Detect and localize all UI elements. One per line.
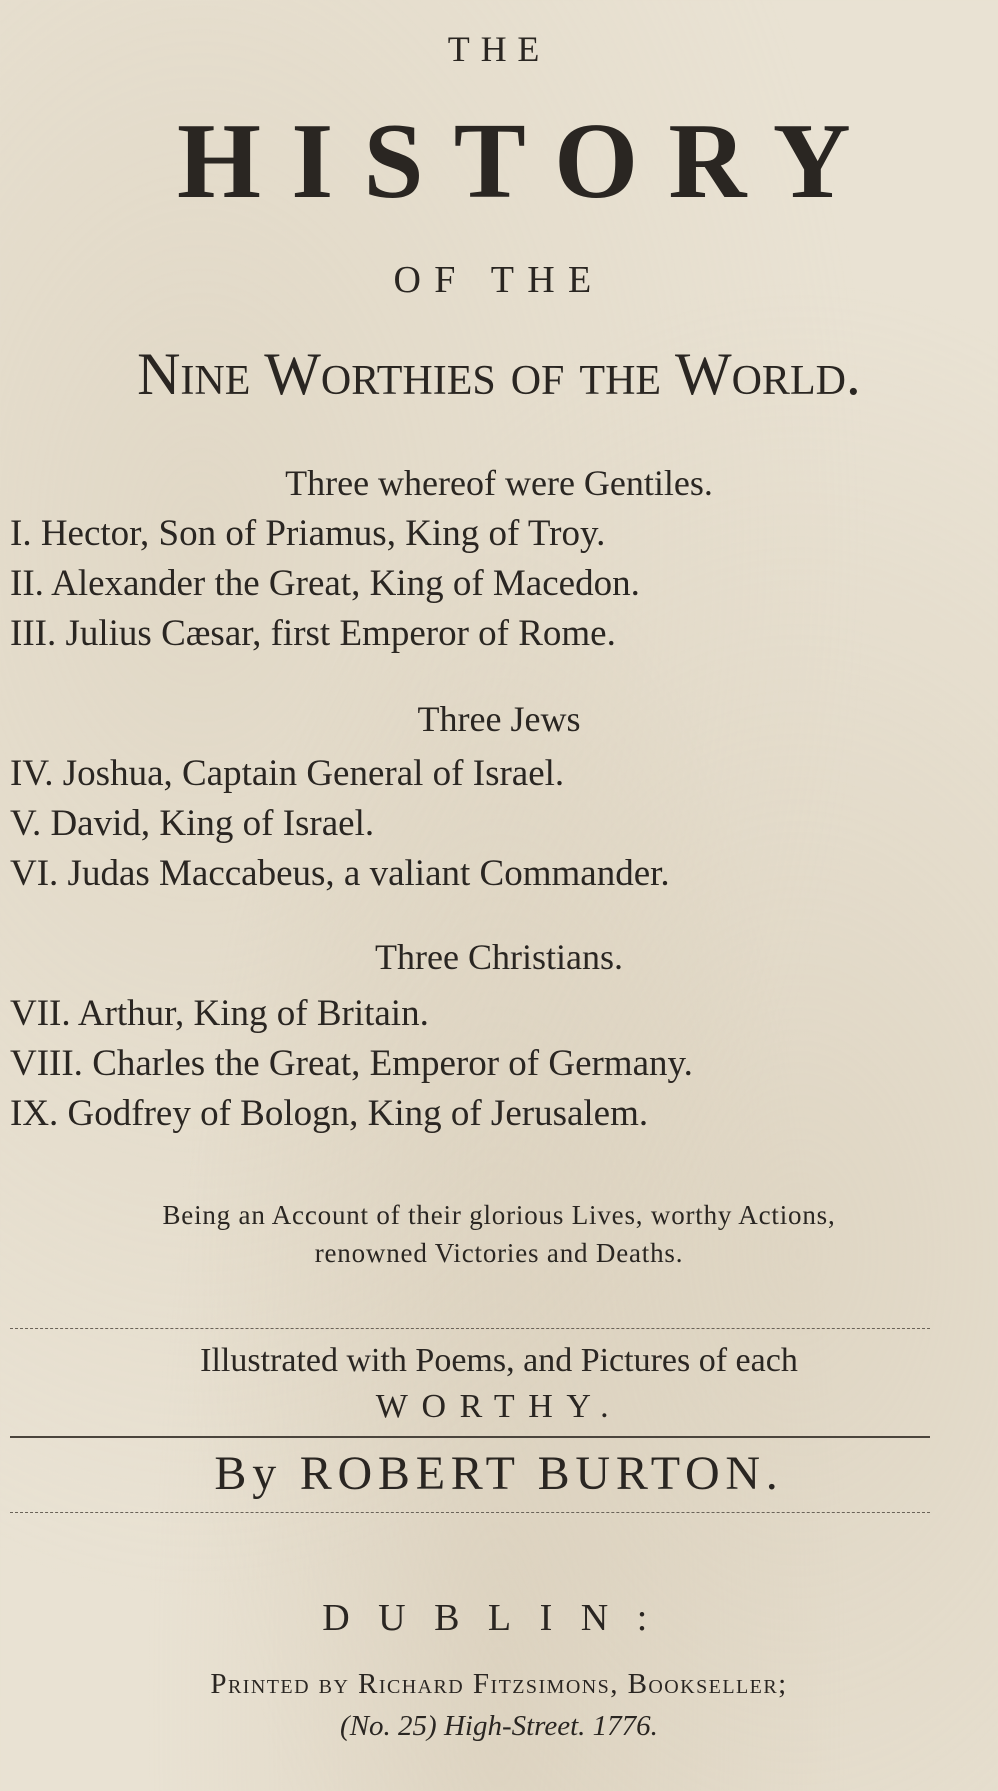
illustrated-line-1: Illustrated with Poems, and Pictures of each xyxy=(200,1342,798,1379)
item-text: Arthur, King of Britain. xyxy=(77,993,429,1034)
list-item xyxy=(10,512,605,555)
title-subtitle: Nine Worthies of the World. xyxy=(137,341,861,407)
divider xyxy=(10,1328,930,1329)
item-number: I. xyxy=(10,513,32,554)
title-history: HISTORY xyxy=(176,102,882,221)
list-item xyxy=(10,852,670,895)
list-item xyxy=(10,562,640,605)
title-the: THE xyxy=(447,29,551,69)
list-item xyxy=(10,802,374,845)
item-number: VII. xyxy=(10,993,71,1034)
item-text: Joshua, Captain General of Israel. xyxy=(62,753,565,794)
item-number: IV. xyxy=(10,753,54,794)
imprint-city: DUBLIN: xyxy=(322,1597,676,1639)
item-text: David, King of Israel. xyxy=(50,803,375,844)
item-text: Julius Cæsar, first Emperor of Rome. xyxy=(65,613,616,654)
divider xyxy=(10,1512,930,1513)
title-of-the: OF THE xyxy=(393,259,605,301)
illustrated-line-2: WORTHY. xyxy=(375,1388,623,1425)
group-heading-christians: Three Christians. xyxy=(375,937,623,977)
item-number: IX. xyxy=(10,1093,59,1134)
group-heading-jews: Three Jews xyxy=(417,699,581,739)
list-item xyxy=(10,752,564,795)
item-text: Alexander the Great, King of Macedon. xyxy=(51,563,640,604)
imprint-address: (No. 25) High-Street. 1776. xyxy=(340,1710,658,1742)
divider xyxy=(10,1436,930,1438)
author: By ROBERT BURTON. xyxy=(214,1447,784,1500)
item-number: V. xyxy=(10,803,42,844)
item-text: Hector, Son of Priamus, King of Troy. xyxy=(40,513,606,554)
item-text: Godfrey of Bologn, King of Jerusalem. xyxy=(67,1093,649,1134)
item-number: VIII. xyxy=(10,1043,83,1084)
item-number: III. xyxy=(10,613,57,654)
list-item xyxy=(10,612,616,655)
account-line-2: renowned Victories and Deaths. xyxy=(314,1238,684,1268)
item-number: VI. xyxy=(10,853,59,894)
list-item xyxy=(10,1042,693,1085)
item-number: II. xyxy=(10,563,44,604)
group-heading-gentiles: Three whereof were Gentiles. xyxy=(285,463,713,503)
list-item xyxy=(10,1092,648,1135)
account-line-1: Being an Account of their glorious Lives, worthy Actions, xyxy=(162,1200,836,1230)
imprint-printer: Printed by Richard Fitzsimons, Bookseller; xyxy=(210,1668,788,1700)
list-item xyxy=(10,992,429,1035)
item-text: Charles the Great, Emperor of Germany. xyxy=(92,1043,693,1084)
item-text: Judas Maccabeus, a valiant Commander. xyxy=(67,853,670,894)
